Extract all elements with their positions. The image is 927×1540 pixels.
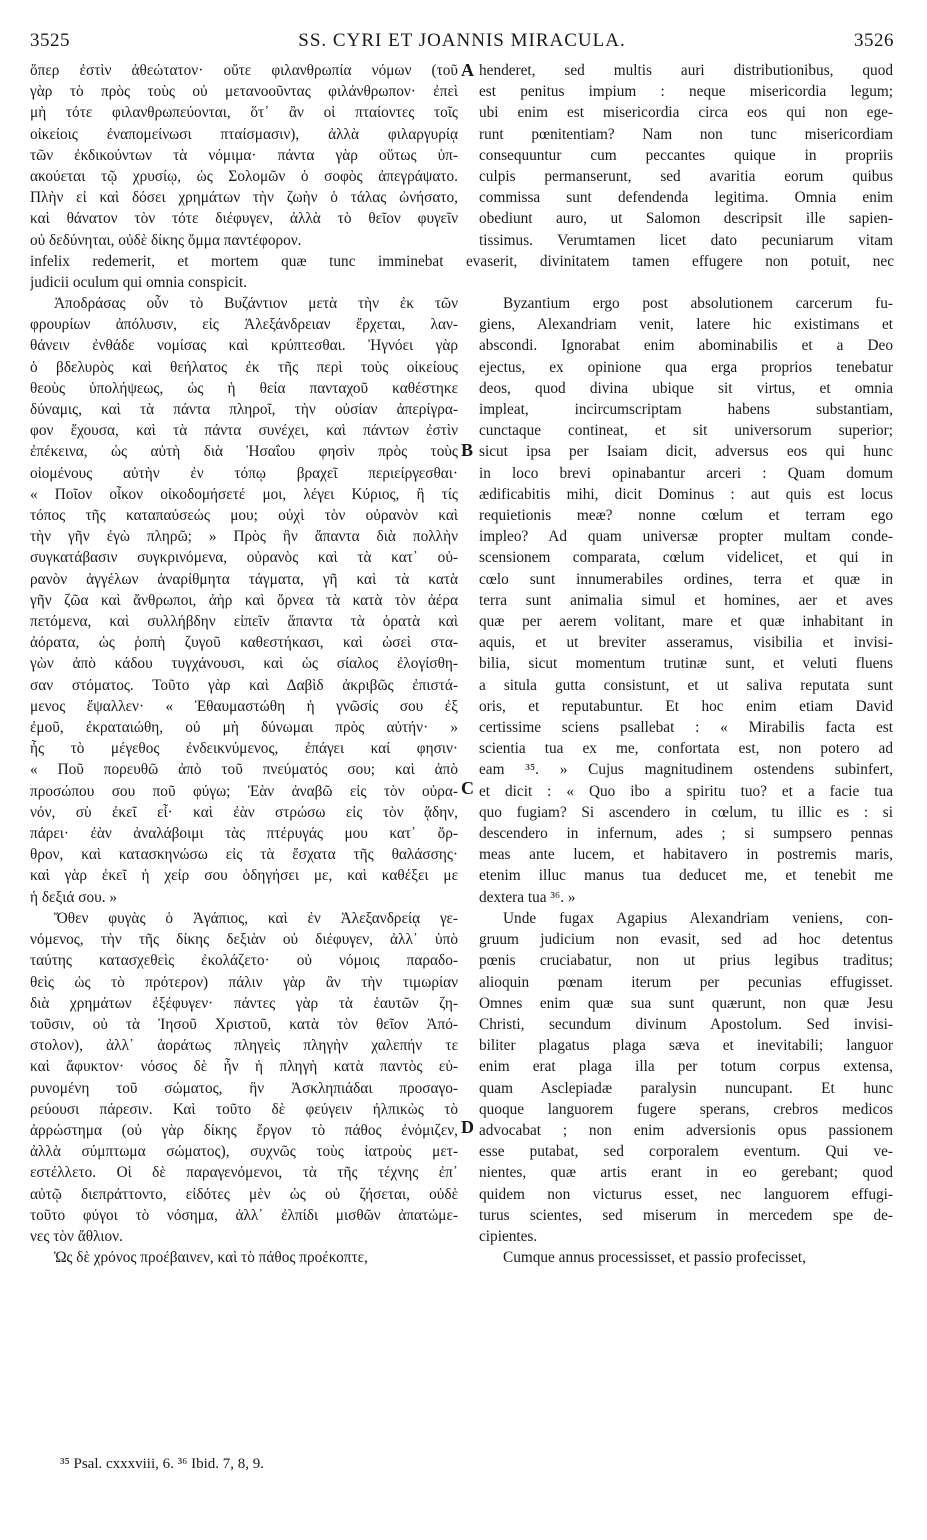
text-line: νόν, σὺ ἐκεῖ εἶ· καὶ ἐὰν στρώσω εἰς τὸν ᾅδην, — [30, 803, 458, 821]
text-line: turus scientes, sed miserum in mercedem spe de- — [479, 1206, 893, 1224]
text-line: φρουρίων ἀπόλυσιν, εἰς Ἀλεξάνδρειαν ἔρχεται, λαν- — [30, 316, 458, 334]
text-line: terra sunt animalia simul et homines, aer et aves — [479, 591, 893, 609]
latin-column — [479, 293, 893, 1268]
text-line: a situla gutta consistunt, et ut saliva reputata sunt — [479, 676, 893, 694]
text-line: Ἀποδράσας οὖν τὸ Βυζάντιον μετὰ τὴν ἐκ τῶν — [54, 295, 458, 312]
margin-marker-b: B — [461, 440, 474, 460]
text-line: Omnes enim quæ sua sunt quærunt, non quæ Jesu — [479, 994, 893, 1012]
page-header — [30, 30, 894, 60]
text-line: biliter plagatus plaga sæva et inevitabili; languor — [479, 1037, 893, 1055]
text-line: judicii oculum qui omnia conspicit. — [30, 274, 248, 292]
text-line: ταύτης κατασχεθεὶς ἐκολάζετο· οὐ νόμοις παραδο- — [30, 952, 458, 970]
text-line: καὶ γὰρ ἐκεῖ ἡ χείρ σου ὁδηγήσει με, καὶ καθέξει με — [30, 867, 458, 885]
text-line: aquis, et ut breviter asseramus, visibilia et invisi- — [479, 634, 893, 652]
text-line: pœnis cruciabatur, non ut prius legibus traditus; — [479, 952, 893, 970]
text-line: γὼν ἀπὸ κάδου τυγχάνουσι, καὶ ὡς σίαλος ἐλογίσθη- — [30, 655, 458, 673]
text-line: μενος ἔψαλλεν· « Ἐθαυμαστώθη ἡ γνῶσίς σου ἐξ — [30, 697, 458, 715]
text-line: ubi enim est misericordia circa eos qui non ege- — [479, 104, 893, 122]
text-line: δύναμις, καὶ τὰ πάντα πληροῖ, τὴν οὐσίαν ἀπερίγρα- — [30, 401, 458, 419]
text-line: τοῦσιν, οὐ τὰ Ἰησοῦ Χριστοῦ, κατὰ τὸν θεῖον Ἀπό- — [30, 1015, 458, 1033]
text-line: culpis permanserunt, sed avaritia eorum quibus — [479, 168, 893, 186]
text-line: οἰομένους αὐτὴν ἐν τόπῳ βραχεῖ περιείργεσθαι· — [30, 464, 458, 482]
text-line: henderet, sed multis auri distributionibus, quod — [479, 62, 893, 79]
text-line: dextera tua ³⁶. » — [479, 888, 576, 906]
text-line: ρυνομένη τοῦ σώματος, ἣν Ἀσκληπιάδαι προσαγο- — [30, 1079, 458, 1097]
text-line: sicut ipsa per Isaiam dicit, adversus eos qui hunc — [479, 443, 893, 461]
text-line: cipientes. — [479, 1227, 538, 1245]
text-line: διὰ χρημάτων ἐξέφυγεν· πάντες γὰρ τὰ ἑαυτῶν ζη- — [30, 994, 458, 1012]
text-line: oris, et reputabuntur. Et hoc enim etiam David — [479, 697, 893, 715]
text-line: giens, Alexandriam venit, latere hic existimans et — [479, 316, 893, 334]
text-line: « Ποῦ πορευθῶ ἀπὸ τοῦ πνεύματός σου; καὶ ἀπὸ — [30, 761, 458, 779]
text-line: οἰκείοις ἐναπομείνωσι πταίσμασιν), ἀλλὰ φιλαργυρίᾳ — [30, 125, 458, 143]
text-line: Ὡς δὲ χρόνος προέβαινεν, καὶ τὸ πάθος προέκοπτε, — [54, 1249, 368, 1267]
text-line: νόμενος, τὴν τῆς δίκης δεξιὰν οὐ διέφυγεν, ἀλλ᾿ ὑπὸ — [30, 931, 458, 949]
text-line: quo fugiam? Si ascendero in cœlum, tu illic es : si — [479, 803, 893, 821]
text-line: πετόμενα, καὶ συλλήβδην εἰπεῖν ἅπαντα τὰ ὁρατὰ καὶ — [30, 613, 458, 631]
text-line: meas ante lucem, et habitavero in postremis maris, — [479, 846, 893, 864]
full-width-text — [30, 251, 894, 293]
text-line: enim erat plaga illa per totum corpus extensa, — [479, 1058, 893, 1076]
text-line: ακούεται τῷ χρυσίῳ, ὡς Σολομῶν ὁ σοφὸς ἀπεγράψατο. — [30, 168, 458, 186]
text-line: ἡ δεξιά σου. » — [30, 888, 117, 906]
text-line: runt pœnitentiam? Nam non tunc misericordiam — [479, 125, 893, 143]
latin-column-top — [479, 60, 893, 251]
text-line: Christi, secundum divinum Apostolum. Sed invisi- — [479, 1015, 893, 1033]
text-line: ὅπερ ἐστὶν ἀθεώτατον· οὔτε φιλανθρωπία νόμων (τοῦ — [30, 62, 458, 79]
page-number-right: 3526 — [854, 30, 894, 51]
text-line: ædificabitis mihi, dicit Dominus : aut quis est locus — [479, 485, 893, 503]
margin-marker-a: A — [461, 60, 474, 80]
text-line: requietionis meæ? nonne cœlum et terram ego — [479, 507, 893, 525]
text-line: ἀλλὰ σύμπτωμα σώματος), συχνῶς τοὺς ἰατροὺς μετ- — [30, 1143, 458, 1161]
text-line: cœlo sunt innumerabiles ordines, terra et quæ in — [479, 570, 893, 588]
text-line: νες τὸν ἄθλιον. — [30, 1227, 123, 1245]
text-line: οὐ δεδύνηται, οὐδὲ δίκης ὄμμα παντέφορον. — [30, 231, 302, 249]
text-line: καὶ ἄφυκτον· νόσος δὲ ἦν ἡ πληγὴ κατὰ παντὸς εὐ- — [30, 1058, 458, 1076]
greek-column — [30, 293, 458, 1268]
text-line: μὴ τότε φιλανθρωπεύονται, ὅτ᾿ ἂν οἱ πταίοντες τοῖς — [30, 104, 458, 122]
text-line: consequuntur cum peccantes quique in propriis — [479, 146, 893, 164]
text-line: τῶν ἐκδικούντων τὰ νόμιμα· πάντα γὰρ οὕτως ὑπ- — [30, 146, 458, 164]
text-line: ἧς τὸ μέγεθος ἐνδεικνύμενος, ἐπάγει καί φησιν· — [30, 740, 458, 758]
text-line: αὐτῷ διεπράττοντο, εἰδότες μὲν ὡς οὐ ζήσεται, οὐδὲ — [30, 1185, 458, 1203]
text-line: Byzantium ergo post absolutionem carcerum fu- — [503, 295, 893, 312]
text-line: ὁ βδελυρὸς καὶ θεήλατος ἐκ τῆς περὶ τοὺς οἰκείους — [30, 358, 458, 376]
text-line: infelix redemerit, et mortem quæ tunc imminebat evaserit, divinitatem tamen effugere non potuit, nec — [30, 253, 894, 270]
text-line: et dicit : « Quo ibo a spiritu tuo? et a facie tua — [479, 782, 893, 800]
text-line: impleat, incircumscriptam habens substantiam, — [479, 401, 893, 419]
text-line: descendero in infernum, ades ; si sumpsero pennas — [479, 825, 893, 843]
footnote: ³⁵ Psal. cxxxviii, 6. ³⁶ Ibid. 7, 8, 9. — [60, 1456, 265, 1472]
text-line: Cumque annus processisset, et passio profecisset, — [503, 1249, 806, 1267]
text-line: συγκατάβασιν συγκρινόμενα, οὐρανὸς καὶ τὰ κατ᾿ οὐ- — [30, 549, 458, 567]
text-line: ejectus, ex opinione qua erga proprios tenebatur — [479, 358, 893, 376]
text-line: deos, quod divina ubique sit virtus, et omnia — [479, 379, 893, 397]
text-line: quæ per aerem volitant, mare et quæ inhabitant in — [479, 613, 893, 631]
text-line: Unde fugax Agapius Alexandriam veniens, con- — [503, 909, 893, 927]
text-line: Πλὴν εἰ καὶ δόσει χρημάτων τὴν ζωὴν ὁ τάλας ὠνήσατο, — [30, 189, 458, 207]
text-line: ἀρρώστημα (οὐ γὰρ δίκης ἔργον τὸ πάθος ἐνόμιζεν, — [30, 1121, 458, 1139]
text-line: tissimus. Verumtamen licet dato pecuniarum vitam — [479, 231, 893, 249]
text-line: γῆν ζῶα καὶ ἄνθρωποι, ἀὴρ καὶ ὄρνεα τὰ κατὰ τὸν ἀέρα — [30, 591, 458, 609]
text-line: στολον), ἀλλ᾿ ἀοράτως πληγεὶς πληγὴν χαλεπήν τε — [30, 1037, 458, 1055]
text-line: τοῦτο φύγοι τὸ νόσημα, ἀλλ᾿ ἐλπίδι μισθῶν ἀπατώμε- — [30, 1206, 458, 1224]
text-line: quam Asclepiadæ paralysin nuncupant. Et hunc — [479, 1079, 893, 1097]
text-line: θεοὺς ὑπολήψεως, ὡς ἡ θεία πανταχοῦ καθέστηκε — [30, 379, 458, 397]
page-number-left: 3525 — [30, 30, 70, 51]
text-line: commissa sunt defendenda legitima. Omnia enim — [479, 189, 893, 207]
text-line: φον ἔχουσα, καὶ τὰ πάντα συνέχει, καὶ πάντων ἐστὶν — [30, 422, 458, 440]
text-line: in loco brevi opinabantur arceri : Quam domum — [479, 464, 893, 482]
text-line: τόπος τῆς καταπαύσεώς μου; οὐχὶ τὸν οὐρανὸν καὶ — [30, 507, 458, 525]
text-line: « Ποῖον οἶκον οἰκοδομήσετέ μοι, λέγει Κύριος, ἢ τίς — [30, 485, 458, 503]
text-line: abscondi. Ignorabat enim abominabilis et a Deo — [479, 337, 893, 355]
text-line: scensionem comparata, cœlum videlicet, et qui in — [479, 549, 893, 567]
text-line: πάρει· ἐὰν ἀναλάβοιμι τὰς πτέρυγάς μου κατ᾿ ὄρ- — [30, 825, 458, 843]
text-line: alioquin pœnam iterum per pecunias effugisset. — [479, 973, 893, 991]
text-line: scientia tua ex me, confortata est, non potero ad — [479, 740, 893, 758]
margin-marker-d: D — [461, 1117, 474, 1137]
text-line: cunctaque contineat, et sit universorum superior; — [479, 422, 893, 440]
text-line: impleo? Ad quam universæ propter multam conde- — [479, 528, 893, 546]
text-line: ρεύουσι πάρεσιν. Καὶ τοῦτο δὲ φεύγειν ἠλπικὼς τὸ — [30, 1100, 458, 1118]
text-line: προσώπου σου ποῦ φύγω; Ἐὰν ἀναβῶ εἰς τὸν οὐρα- — [30, 782, 458, 800]
running-title: SS. CYRI ET JOANNIS MIRACULA. — [298, 30, 626, 51]
text-line: γὰρ τὸ πρὸς τοὺς οὐ μετανοοῦντας φιλάνθρωπον· ἐπεὶ — [30, 83, 458, 101]
text-line: est penitus impium : neque misericordia legum; — [479, 83, 893, 101]
margin-marker-c: C — [461, 778, 474, 798]
text-line: ἐπέκεινα, ὡς αὐτὴ διὰ Ἡσαΐου φησὶν πρὸς τοὺς — [30, 443, 458, 461]
text-line: τὴν γῆν ἐγὼ πληρῶ; » Πρὸς ἣν ἅπαντα διὰ πολλὴν — [30, 528, 458, 546]
text-line: θάνειν ἐνθάδε νομίσας καὶ κρύπτεσθαι. Ἠγνόει γὰρ — [30, 337, 458, 355]
text-line: ἀόρατα, ὡς ῥοπὴ ζυγοῦ καθεστήκασι, καὶ ὡσεὶ στα- — [30, 634, 458, 652]
text-line: quoque languorem fugere sperans, crebros medicos — [479, 1100, 893, 1118]
text-line: σαν στόματος. Τοῦτο γὰρ καὶ Δαβὶδ ἀκριβῶς ἐπιστά- — [30, 676, 458, 694]
text-line: θεὶς ὡς τὸ πρότερον) πάλιν γὰρ ἂν τὴν τιμωρίαν — [30, 973, 458, 991]
text-line: esse putabat, sed corporalem eventum. Qui ve- — [479, 1143, 893, 1161]
text-line: θρον, καὶ κατασκηνώσω εἰς τὰ ἔσχατα τῆς θαλάσσης· — [30, 846, 458, 864]
text-line: eam ³⁵. » Cujus magnitudinem ostendens subinfert, — [479, 761, 893, 779]
text-line: ἐμοῦ, ἐκραταιώθη, οὐ μὴ δύνωμαι πρὸς αὐτήν· » — [30, 719, 458, 737]
text-line: obediunt auro, ut Salomon descripsit ille sapien- — [479, 210, 893, 228]
text-line: Ὅθεν φυγὰς ὁ Ἀγάπιος, καὶ ἐν Ἀλεξανδρείᾳ γε- — [54, 909, 458, 927]
text-line: advocabat ; non enim adversionis opus passionem — [479, 1121, 893, 1139]
text-line: etenim illuc manus tua deducet me, et tenebit me — [479, 867, 893, 885]
text-line: nientes, quæ artis erant in eo gerebant; quod — [479, 1164, 893, 1182]
greek-column-top — [30, 60, 458, 251]
text-line: quidem non victurus esset, nec languorem effugi- — [479, 1185, 893, 1203]
text-line: gruum judicium non evasit, sed ad hoc detentus — [479, 931, 893, 949]
text-line: εστέλλετο. Οἱ δὲ παραγενόμενοι, τὰ τῆς τέχνης ἐπ᾿ — [30, 1164, 458, 1182]
text-line: ρανὸν ἀγγέλων ἀναρίθμητα τάγματα, γῆ καὶ τὰ κατὰ — [30, 570, 458, 588]
text-line: certissime sciens psallebat : « Mirabilis facta est — [479, 719, 893, 737]
text-line: bilia, sicut momentum trutinæ sunt, et veluti fluens — [479, 655, 893, 673]
text-line: καὶ θάνατον τὸν τότε διέφυγεν, ἀλλὰ τὸ θεῖον φυγεῖν — [30, 210, 458, 228]
